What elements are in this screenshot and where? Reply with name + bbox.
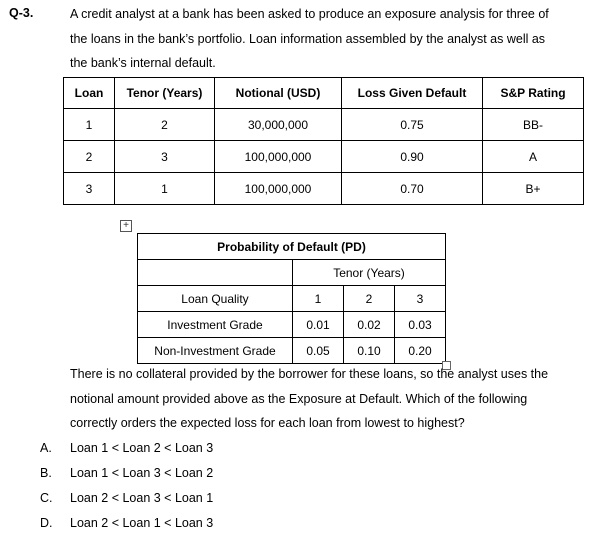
table-cell: 3 — [115, 141, 215, 173]
table-cell: B+ — [483, 173, 584, 205]
tenor-cell: 2 — [344, 286, 395, 312]
table-cell: 1 — [64, 109, 115, 141]
column-header: S&P Rating — [483, 78, 584, 109]
column-header: Tenor (Years) — [115, 78, 215, 109]
table-cell: 0.75 — [342, 109, 483, 141]
table-cell: 0.03 — [395, 312, 446, 338]
table-cell: 0.90 — [342, 141, 483, 173]
row-label: Investment Grade — [138, 312, 293, 338]
question-line: correctly orders the expected loss for each loan from lowest to highest? — [70, 416, 465, 430]
pd-table-title: Probability of Default (PD) — [138, 234, 446, 260]
table-row — [64, 109, 584, 141]
option-letter: A. — [40, 441, 52, 455]
option-text: Loan 2 < Loan 1 < Loan 3 — [70, 516, 214, 530]
table-cell — [138, 260, 293, 286]
table-cell: 0.10 — [344, 338, 395, 364]
table-cell: 0.70 — [342, 173, 483, 205]
loan-info-table — [63, 77, 584, 205]
question-line: notional amount provided above as the Exposure at Default. Which of the following — [70, 392, 528, 406]
table-cell: 1 — [115, 173, 215, 205]
intro-line: A credit analyst at a bank has been asked to produce an exposure analysis for three of — [70, 7, 549, 21]
table-row — [138, 312, 446, 338]
column-header: Loss Given Default — [342, 78, 483, 109]
table-row — [64, 141, 584, 173]
probability-of-default-table — [137, 233, 446, 364]
intro-line: the loans in the bank’s portfolio. Loan information assembled by the analyst as well as — [70, 32, 546, 46]
intro-line: the bank’s internal default. — [70, 56, 216, 70]
table-cell: 100,000,000 — [215, 173, 342, 205]
option-text: Loan 1 < Loan 3 < Loan 2 — [70, 466, 214, 480]
option-letter: C. — [40, 491, 53, 505]
table-cell: 0.02 — [344, 312, 395, 338]
tenor-cell: 3 — [395, 286, 446, 312]
table-cell: 2 — [115, 109, 215, 141]
table-cell: 0.05 — [293, 338, 344, 364]
table-cell: 3 — [64, 173, 115, 205]
table-cell: A — [483, 141, 584, 173]
table-cell: 0.01 — [293, 312, 344, 338]
loan-quality-header: Loan Quality — [138, 286, 293, 312]
question-number: Q-3. — [9, 6, 34, 20]
row-label: Non-Investment Grade — [138, 338, 293, 364]
column-header: Loan — [64, 78, 115, 109]
table-cell: 0.20 — [395, 338, 446, 364]
table-cell: 30,000,000 — [215, 109, 342, 141]
option-letter: D. — [40, 516, 53, 530]
table-cell: BB- — [483, 109, 584, 141]
table-header-row — [64, 78, 584, 109]
option-text: Loan 2 < Loan 3 < Loan 1 — [70, 491, 214, 505]
column-header: Notional (USD) — [215, 78, 342, 109]
option-text: Loan 1 < Loan 2 < Loan 3 — [70, 441, 214, 455]
table-move-handle-icon[interactable]: + — [120, 220, 132, 232]
table-row — [64, 173, 584, 205]
tenor-cell: 1 — [293, 286, 344, 312]
option-letter: B. — [40, 466, 52, 480]
table-cell: 100,000,000 — [215, 141, 342, 173]
table-cell: 2 — [64, 141, 115, 173]
tenor-header: Tenor (Years) — [293, 260, 446, 286]
question-line: There is no collateral provided by the borrower for these loans, so the analyst uses the — [70, 367, 549, 381]
table-row — [138, 338, 446, 364]
